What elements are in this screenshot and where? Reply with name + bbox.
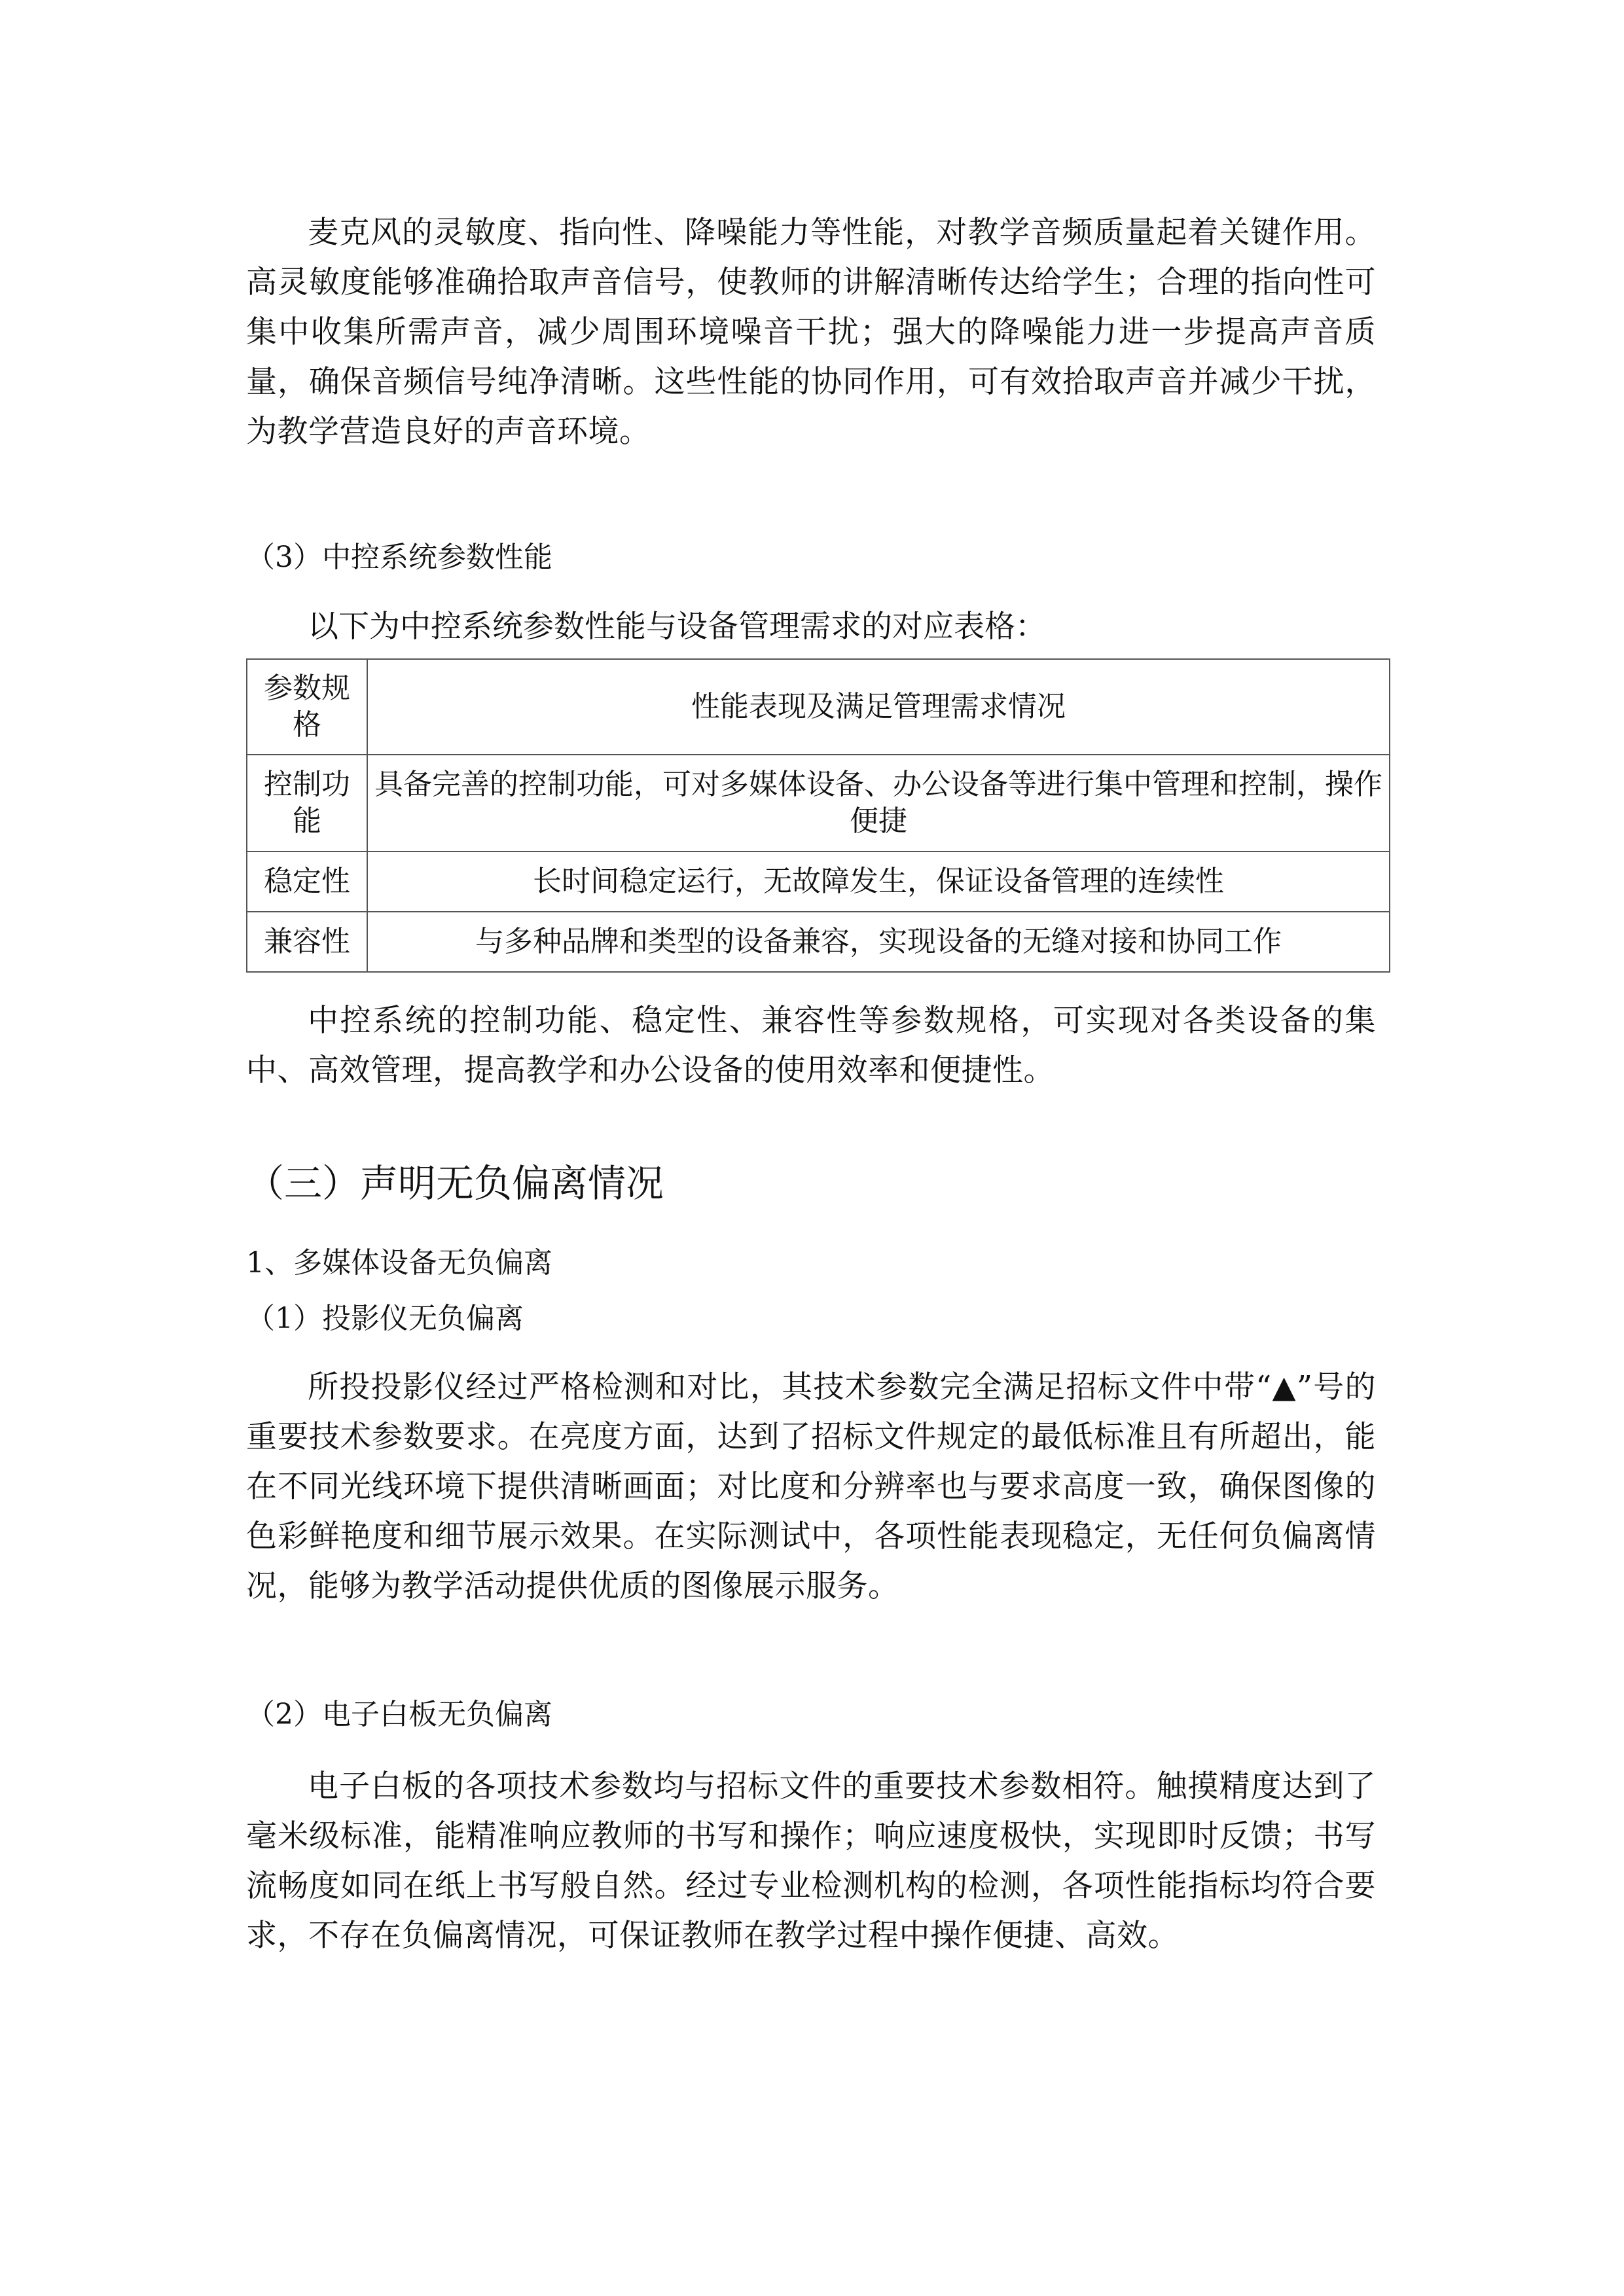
central-control-summary-paragraph: 中控系统的控制功能、稳定性、兼容性等参数规格，可实现对各类设备的集中、高效管理，提高教学和办公设备的使用效率和便捷性。 xyxy=(246,1003,1376,1088)
table-row xyxy=(247,755,1390,852)
table-cell-performance: 具备完善的控制功能，可对多媒体设备、办公设备等进行集中管理和控制，操作便捷 xyxy=(367,755,1390,852)
table-header-row xyxy=(247,659,1390,755)
multimedia-deviation-heading: 1、多媒体设备无负偏离 xyxy=(246,1246,552,1280)
central-control-heading: （3）中控系统参数性能 xyxy=(246,541,552,574)
table-row xyxy=(247,852,1390,912)
microphone-performance-paragraph: 麦克风的灵敏度、指向性、降噪能力等性能，对教学音频质量起着关键作用。高灵敏度能够准确拾取声音信号，使教师的讲解清晰传达给学生；合理的指向性可集中收集所需声音，减少周围环境噪音干扰；强大的降噪能力进一步提高声音质量，确保音频信号纯净清晰。这些性能的协同作用，可有效拾取声音并减少干扰，为教学营造良好的声音环境。 xyxy=(246,215,1376,450)
central-control-parameter-table xyxy=(246,658,1390,973)
table-intro-text: 以下为中控系统参数性能与设备管理需求的对应表格： xyxy=(308,609,1046,645)
table-cell-performance: 与多种品牌和类型的设备兼容，实现设备的无缝对接和协同工作 xyxy=(367,912,1390,972)
whiteboard-deviation-heading: （2）电子白板无负偏离 xyxy=(246,1698,552,1731)
table-header-cell: 参数规格 xyxy=(247,659,367,755)
table-cell-parameter: 控制功能 xyxy=(247,755,367,852)
table-cell-parameter: 稳定性 xyxy=(247,852,367,912)
table-cell-performance: 长时间稳定运行，无故障发生，保证设备管理的连续性 xyxy=(367,852,1390,912)
section-three-heading: （三）声明无负偏离情况 xyxy=(246,1161,664,1206)
whiteboard-paragraph: 电子白板的各项技术参数均与招标文件的重要技术参数相符。触摸精度达到了毫米级标准，能精准响应教师的书写和操作；响应速度极快，实现即时反馈；书写流畅度如同在纸上书写般自然。经过专业检测机构的检测，各项性能指标均符合要求，不存在负偏离情况，可保证教师在教学过程中操作便捷、高效。 xyxy=(246,1768,1376,1954)
table-row xyxy=(247,912,1390,972)
projector-paragraph: 所投投影仪经过严格检测和对比，其技术参数完全满足招标文件中带“▲”号的重要技术参数要求。在亮度方面，达到了招标文件规定的最低标准且有所超出，能在不同光线环境下提供清晰画面；对比度和分辨率也与要求高度一致，确保图像的色彩鲜艳度和细节展示效果。在实际测试中，各项性能表现稳定，无任何负偏离情况，能够为教学活动提供优质的图像展示服务。 xyxy=(246,1369,1376,1604)
projector-deviation-heading: （1）投影仪无负偏离 xyxy=(246,1302,524,1335)
table-header-cell: 性能表现及满足管理需求情况 xyxy=(367,659,1390,755)
table-cell-parameter: 兼容性 xyxy=(247,912,367,972)
